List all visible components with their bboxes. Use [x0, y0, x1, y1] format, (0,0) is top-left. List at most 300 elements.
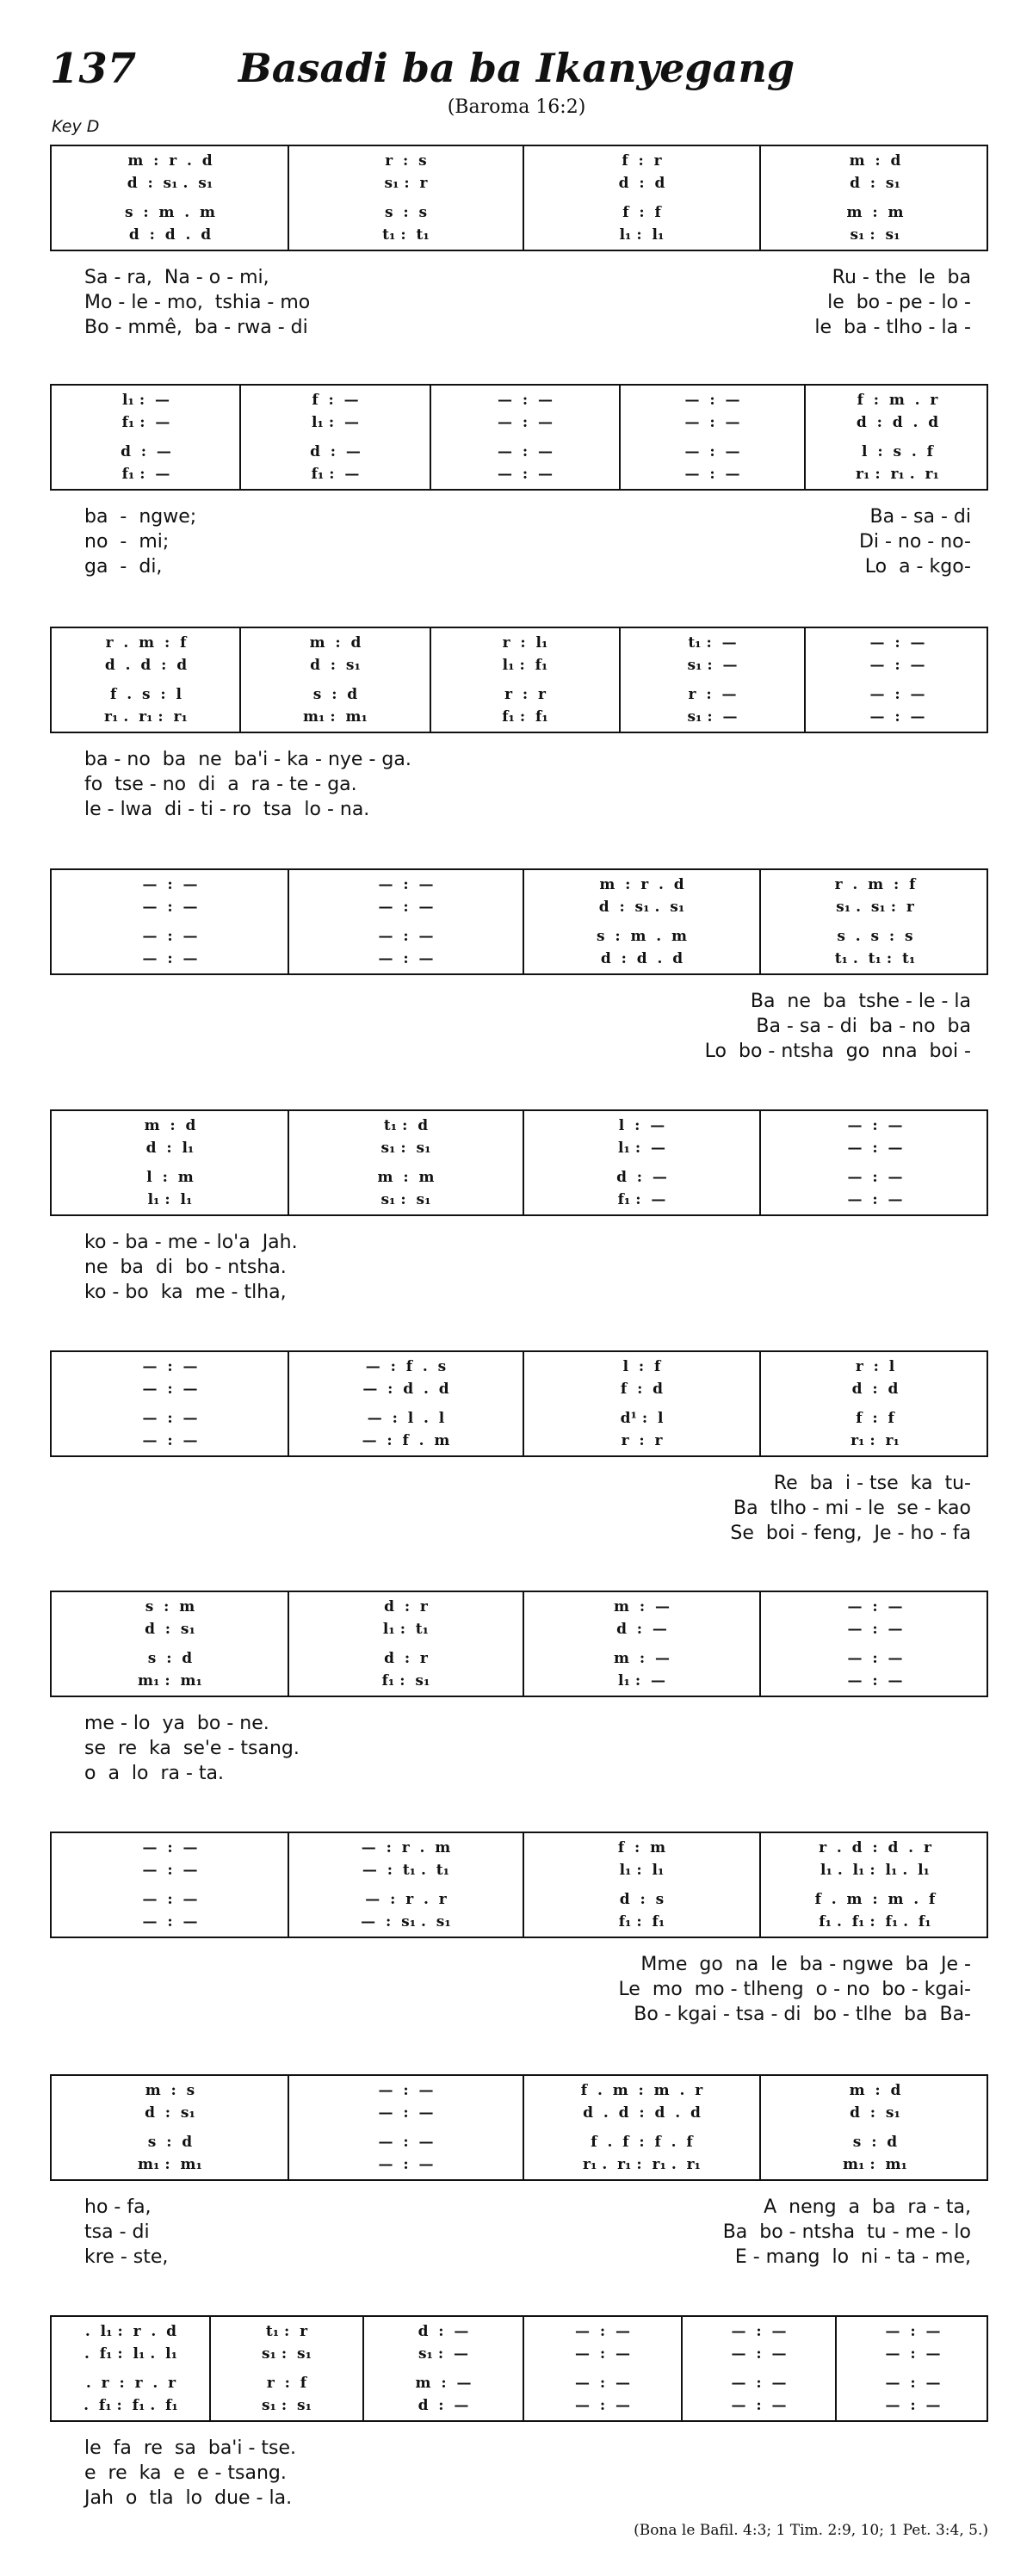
upper-voices: [288, 1352, 523, 1405]
solfa-line: s : d: [312, 686, 358, 703]
solfa-line: f . s : l: [110, 686, 182, 703]
lyric-line-verse-1: [50, 267, 988, 292]
lyric-right: E - mang lo ni - ta - me,: [734, 2246, 971, 2268]
lower-voices: [288, 922, 523, 975]
solfa-line: s₁ : —: [687, 708, 738, 726]
lower-voices: [52, 1404, 288, 1457]
lyric-line-verse-3: [50, 1523, 988, 1547]
lyric-line-verse-3: [50, 2246, 988, 2271]
staff-box: [50, 384, 988, 491]
solfa-line: r₁ : r₁ . r₁: [856, 466, 939, 483]
upper-voices: [210, 2317, 363, 2370]
lower-voices: [52, 2369, 210, 2422]
solfa-line: r₁ : r₁: [851, 1432, 900, 1449]
solfa-line: — : —: [378, 950, 434, 967]
lyric-line-verse-2: [50, 1979, 988, 2004]
lower-voices: [760, 2128, 990, 2181]
lower-voices: [523, 2128, 760, 2181]
solfa-line: — : —: [885, 2397, 941, 2414]
solfa-line: d : s₁: [145, 1621, 195, 1638]
solfa-line: d : d . d: [856, 414, 939, 431]
solfa-line: — : —: [869, 657, 925, 674]
lyric-line-verse-3: [50, 556, 988, 581]
solfa-line: m : —: [614, 1598, 670, 1615]
solfa-line: — : —: [885, 2375, 941, 2392]
solfa-line: — : —: [575, 2345, 630, 2363]
upper-voices: [240, 628, 430, 682]
upper-voices: [760, 1352, 990, 1405]
solfa-line: d : r: [384, 1650, 428, 1667]
lyric-line-verse-1: [50, 1232, 988, 1257]
solfa-line: s₁ : r: [384, 175, 428, 192]
lyric-left: o a lo ra - ta.: [84, 1763, 225, 1784]
staff-box: [50, 627, 988, 733]
solfa-line: — : —: [142, 1839, 198, 1856]
lyric-left: ne ba di bo - ntsha.: [84, 1257, 287, 1278]
solfa-line: s₁ . s₁ : r: [836, 899, 914, 916]
upper-voices: [523, 1592, 760, 1646]
upper-voices: [523, 870, 760, 924]
upper-voices: [523, 2317, 682, 2370]
lower-voices: [288, 1885, 523, 1938]
lyric-right: Lo bo - ntsha go nna boi -: [704, 1041, 971, 1062]
lyric-left: Sa - ra, Na - o - mi,: [84, 267, 269, 288]
solfa-line: r . d : d . r: [819, 1839, 931, 1856]
upper-voices: [288, 2076, 523, 2129]
upper-voices: [288, 1833, 523, 1887]
upper-voices: [620, 386, 805, 439]
hymn-number: 137: [50, 45, 137, 93]
solfa-line: r : s: [385, 152, 427, 170]
lyric-line-verse-2: [50, 1498, 988, 1523]
solfa-line: f : m: [617, 1839, 666, 1856]
solfa-line: d : s₁: [850, 175, 900, 192]
upper-voices: [240, 386, 430, 439]
staff-box: [50, 868, 988, 975]
lyric-left: tsa - di: [84, 2221, 150, 2243]
solfa-line: — : —: [142, 1862, 198, 1879]
upper-voices: [288, 146, 523, 200]
solfa-line: f₁ : —: [121, 466, 170, 483]
solfa-line: l₁ : t₁: [382, 1621, 430, 1638]
solfa-line: m₁ : m₁: [303, 708, 368, 726]
upper-voices: [430, 628, 620, 682]
staff-box: [50, 145, 988, 251]
lyric-left: le fa re sa ba'i - tse.: [84, 2437, 297, 2459]
solfa-line: — : —: [142, 1381, 198, 1398]
hymn-subtitle: (Baroma 16:2): [447, 96, 586, 118]
solfa-line: f₁ . f₁ : f₁ . f₁: [819, 1913, 931, 1930]
lyric-right: Ba - sa - di: [869, 506, 971, 528]
solfa-line: s : d: [852, 2134, 898, 2151]
lower-voices: [805, 437, 990, 491]
lyric-left: me - lo ya bo - ne.: [84, 1713, 269, 1734]
solfa-line: l₁ . l₁ : l₁ . l₁: [820, 1862, 930, 1879]
lyric-right: Ru - the le ba: [832, 267, 971, 288]
solfa-line: r : r: [621, 1432, 663, 1449]
solfa-line: m : —: [614, 1650, 670, 1667]
solfa-line: — : —: [142, 1891, 198, 1908]
lyric-right: Ba tlho - mi - le se - kao: [733, 1498, 971, 1519]
lyric-right: le ba - tlho - la -: [814, 317, 971, 338]
solfa-line: . l₁ : r . d: [84, 2323, 177, 2340]
solfa-line: s₁ : —: [418, 2345, 469, 2363]
solfa-line: f₁ : —: [617, 1191, 666, 1208]
lyric-line-verse-2: [50, 1738, 988, 1763]
solfa-line: — : —: [869, 708, 925, 726]
solfa-line: — : —: [885, 2345, 941, 2363]
solfa-line: s : m: [145, 1598, 195, 1615]
lower-voices: [288, 1163, 523, 1216]
solfa-line: — : —: [684, 392, 740, 409]
solfa-line: s : d: [147, 2134, 193, 2151]
lyric-left: ko - bo ka me - tlha,: [84, 1282, 287, 1303]
solfa-line: f : f: [856, 1410, 894, 1427]
lyric-right: Di - no - no-: [858, 531, 971, 553]
solfa-line: — : —: [142, 876, 198, 893]
upper-voices: [430, 386, 620, 439]
upper-voices: [805, 628, 990, 682]
lyric-line-verse-2: [50, 2221, 988, 2246]
solfa-line: d . d : d . d: [583, 2104, 701, 2122]
solfa-line: d : l₁: [145, 1140, 195, 1157]
lower-voices: [288, 1404, 523, 1457]
solfa-line: f₁ : —: [311, 466, 360, 483]
solfa-line: — : —: [575, 2323, 630, 2340]
solfa-line: d : s₁ . s₁: [127, 175, 213, 192]
lower-voices: [240, 680, 430, 733]
lower-voices: [210, 2369, 363, 2422]
solfa-line: s : d: [147, 1650, 193, 1667]
lyric-left: ko - ba - me - lo'a Jah.: [84, 1232, 298, 1253]
solfa-line: — : —: [142, 950, 198, 967]
lower-voices: [52, 1885, 288, 1938]
solfa-line: s₁ : —: [687, 657, 738, 674]
solfa-line: f₁ : f₁: [502, 708, 548, 726]
lyric-right: Ba ne ba tshe - le - la: [750, 991, 971, 1012]
lower-voices: [620, 680, 805, 733]
lower-voices: [52, 2128, 288, 2181]
solfa-line: f . m : m . r: [580, 2082, 703, 2099]
solfa-line: t₁ : d: [383, 1117, 429, 1134]
lyric-right: Mme go na le ba - ngwe ba Je -: [640, 1954, 971, 1975]
lower-voices: [523, 1644, 760, 1697]
staff-box: [50, 1350, 988, 1457]
solfa-line: m₁ : m₁: [138, 2156, 202, 2173]
solfa-line: — : t₁ . t₁: [362, 1862, 450, 1879]
solfa-line: — : r . r: [365, 1891, 447, 1908]
solfa-line: — : —: [847, 1672, 903, 1690]
solfa-line: m : r . d: [599, 876, 684, 893]
lyric-line-verse-1: [50, 991, 988, 1016]
upper-voices: [523, 1111, 760, 1164]
upper-voices: [682, 2317, 836, 2370]
lyric-line-verse-3: [50, 2004, 988, 2029]
upper-voices: [52, 628, 240, 682]
solfa-line: d : s₁: [145, 2104, 195, 2122]
lower-voices: [288, 198, 523, 251]
lyric-line-verse-1: [50, 2196, 988, 2221]
lower-voices: [523, 922, 760, 975]
upper-voices: [760, 1833, 990, 1887]
solfa-line: — : —: [847, 1117, 903, 1134]
solfa-line: — : —: [142, 1410, 198, 1427]
lyric-line-verse-2: [50, 2462, 988, 2487]
lyric-left: kre - ste,: [84, 2246, 169, 2268]
lyric-right: Lo a - kgo-: [864, 556, 971, 578]
solfa-line: — : —: [142, 928, 198, 945]
upper-voices: [836, 2317, 990, 2370]
solfa-line: — : d . d: [362, 1381, 449, 1398]
solfa-line: m : m: [846, 204, 904, 221]
solfa-line: r₁ . r₁ : r₁ . r₁: [583, 2156, 701, 2173]
lower-voices: [836, 2369, 990, 2422]
lower-voices: [430, 680, 620, 733]
solfa-line: d : r: [384, 1598, 428, 1615]
lower-voices: [240, 437, 430, 491]
lower-voices: [760, 1163, 990, 1216]
lyric-left: ga - di,: [84, 556, 163, 578]
upper-voices: [620, 628, 805, 682]
lyric-left: Mo - le - mo, tshia - mo: [84, 292, 311, 313]
solfa-line: l₁ : l₁: [147, 1191, 193, 1208]
solfa-line: — : —: [731, 2345, 787, 2363]
lyric-line-verse-3: [50, 799, 988, 824]
lyric-right: A neng a ba ra - ta,: [764, 2196, 971, 2218]
lower-voices: [523, 2369, 682, 2422]
solfa-line: — : —: [378, 899, 434, 916]
lyric-line-verse-2: [50, 292, 988, 317]
lyric-left: no - mi;: [84, 531, 170, 553]
solfa-line: t₁ . t₁ : t₁: [834, 950, 916, 967]
solfa-line: f : —: [312, 392, 359, 409]
solfa-line: f . f : f . f: [591, 2134, 693, 2151]
upper-voices: [52, 386, 240, 439]
staff-box: [50, 1109, 988, 1216]
solfa-line: m : m: [377, 1169, 435, 1186]
solfa-line: f : d: [620, 1381, 664, 1398]
solfa-line: r₁ . r₁ : r₁: [104, 708, 188, 726]
lyric-left: Bo - mmê, ba - rwa - di: [84, 317, 308, 338]
solfa-line: s : m . m: [124, 204, 216, 221]
lower-voices: [288, 1644, 523, 1697]
upper-voices: [363, 2317, 523, 2370]
solfa-line: — : —: [731, 2397, 787, 2414]
scripture-reference: (Bona le Bafil. 4:3; 1 Tim. 2:9, 10; 1 Pet. 3:4, 5.): [634, 2522, 988, 2539]
lyric-left: ba - ngwe;: [84, 506, 197, 528]
solfa-line: m₁ : m₁: [843, 2156, 907, 2173]
solfa-line: d¹ : l: [620, 1410, 664, 1427]
solfa-line: — : f . m: [362, 1432, 450, 1449]
solfa-line: — : —: [498, 414, 553, 431]
lower-voices: [363, 2369, 523, 2422]
lower-voices: [523, 1163, 760, 1216]
upper-voices: [52, 2317, 210, 2370]
lower-voices: [760, 922, 990, 975]
solfa-line: — : —: [847, 1140, 903, 1157]
solfa-line: — : —: [684, 443, 740, 460]
solfa-line: l₁ : —: [312, 414, 359, 431]
lower-voices: [52, 1644, 288, 1697]
lyric-left: fo tse - no di a ra - te - ga.: [84, 774, 357, 795]
staff-box: [50, 1591, 988, 1697]
solfa-line: r : —: [688, 686, 737, 703]
solfa-line: s₁ : s₁: [850, 226, 900, 244]
solfa-line: — : f . s: [365, 1358, 447, 1375]
lower-voices: [52, 680, 240, 733]
solfa-line: — : —: [575, 2397, 630, 2414]
lyric-left: e re ka e e - tsang.: [84, 2462, 287, 2484]
staff-box: [50, 1832, 988, 1938]
solfa-line: d : —: [418, 2323, 469, 2340]
upper-voices: [523, 1352, 760, 1405]
upper-voices: [52, 146, 288, 200]
lyric-line-verse-1: [50, 1713, 988, 1738]
lyric-right: Se boi - feng, Je - ho - fa: [730, 1523, 971, 1544]
lower-voices: [52, 198, 288, 251]
lower-voices: [760, 1644, 990, 1697]
lyric-left: Jah o tla lo due - la.: [84, 2487, 293, 2509]
upper-voices: [805, 386, 990, 439]
lyric-line-verse-3: [50, 1282, 988, 1307]
solfa-line: — : —: [142, 1358, 198, 1375]
solfa-line: d : —: [310, 443, 361, 460]
upper-voices: [760, 870, 990, 924]
solfa-line: m : d: [849, 152, 901, 170]
lyric-right: Ba - sa - di ba - no ba: [756, 1016, 971, 1037]
solfa-line: f . m : m . f: [814, 1891, 936, 1908]
lyric-line-verse-1: [50, 1473, 988, 1498]
solfa-line: m : r . d: [127, 152, 213, 170]
lower-voices: [682, 2369, 836, 2422]
upper-voices: [760, 1592, 990, 1646]
solfa-line: s : m . m: [596, 928, 688, 945]
solfa-line: l₁ : f₁: [502, 657, 548, 674]
solfa-line: l : f: [622, 1358, 661, 1375]
solfa-line: — : —: [847, 1169, 903, 1186]
upper-voices: [52, 870, 288, 924]
solfa-line: — : —: [498, 466, 553, 483]
upper-voices: [760, 2076, 990, 2129]
hymn-title: Basadi ba ba Ikanyegang: [238, 45, 795, 91]
solfa-line: s₁ : s₁: [261, 2397, 312, 2414]
solfa-line: m : d: [144, 1117, 196, 1134]
solfa-line: l : s . f: [862, 443, 933, 460]
solfa-line: — : —: [869, 686, 925, 703]
solfa-line: l₁ : —: [122, 392, 170, 409]
solfa-line: d : d . d: [128, 226, 212, 244]
lyric-line-verse-2: [50, 774, 988, 799]
solfa-line: s : s: [384, 204, 428, 221]
solfa-line: — : —: [847, 1598, 903, 1615]
solfa-line: — : —: [378, 2104, 434, 2122]
solfa-line: t₁ : t₁: [382, 226, 430, 244]
solfa-line: — : —: [731, 2375, 787, 2392]
solfa-line: — : —: [575, 2375, 630, 2392]
solfa-line: l₁ : —: [618, 1140, 665, 1157]
upper-voices: [288, 1111, 523, 1164]
solfa-line: d . d : d: [104, 657, 188, 674]
staff-box: [50, 2315, 988, 2422]
upper-voices: [523, 2076, 760, 2129]
upper-voices: [523, 1833, 760, 1887]
solfa-line: — : —: [684, 414, 740, 431]
solfa-line: r . m : f: [105, 634, 187, 652]
solfa-line: d : s₁: [310, 657, 361, 674]
solfa-line: — : —: [498, 443, 553, 460]
solfa-line: r : l₁: [502, 634, 548, 652]
solfa-line: s . s : s: [837, 928, 913, 945]
solfa-line: — : —: [847, 1191, 903, 1208]
key-signature: Key D: [52, 117, 100, 136]
solfa-line: m₁ : m₁: [138, 1672, 202, 1690]
solfa-line: — : —: [847, 1621, 903, 1638]
lower-voices: [620, 437, 805, 491]
solfa-line: m : d: [309, 634, 362, 652]
lyric-right: Ba bo - ntsha tu - me - lo: [722, 2221, 971, 2243]
solfa-line: s₁ : s₁: [380, 1191, 431, 1208]
solfa-line: t₁ : r: [265, 2323, 308, 2340]
lower-voices: [523, 1885, 760, 1938]
solfa-line: m : d: [849, 2082, 901, 2099]
lyric-line-verse-3: [50, 1763, 988, 1788]
solfa-line: — : —: [378, 2082, 434, 2099]
solfa-line: f₁ : f₁: [618, 1913, 665, 1930]
lyric-line-verse-3: [50, 2487, 988, 2512]
solfa-line: f : m . r: [857, 392, 938, 409]
solfa-line: r . m : f: [834, 876, 916, 893]
solfa-line: r : f: [266, 2375, 307, 2392]
solfa-line: — : —: [847, 1650, 903, 1667]
solfa-line: — : —: [378, 876, 434, 893]
upper-voices: [52, 2076, 288, 2129]
solfa-line: d : s₁ . s₁: [598, 899, 685, 916]
solfa-line: m : s: [145, 2082, 195, 2099]
solfa-line: — : —: [498, 392, 553, 409]
solfa-line: — : —: [378, 2134, 434, 2151]
lyric-left: le - lwa di - ti - ro tsa lo - na.: [84, 799, 370, 820]
lyric-line-verse-1: [50, 2437, 988, 2462]
solfa-line: d : —: [121, 443, 171, 460]
solfa-line: — : —: [378, 928, 434, 945]
staff-box: [50, 2074, 988, 2181]
lower-voices: [760, 1885, 990, 1938]
upper-voices: [52, 1352, 288, 1405]
solfa-line: d : —: [616, 1169, 667, 1186]
lyric-line-verse-1: [50, 506, 988, 531]
lyric-line-verse-1: [50, 749, 988, 774]
solfa-line: s₁ : s₁: [261, 2345, 312, 2363]
solfa-line: — : l . l: [367, 1410, 445, 1427]
lyric-left: ho - fa,: [84, 2196, 152, 2218]
lyric-line-verse-1: [50, 1954, 988, 1979]
solfa-line: . r : r . r: [85, 2375, 176, 2392]
lyric-left: ba - no ba ne ba'i - ka - nye - ga.: [84, 749, 411, 770]
solfa-line: — : —: [142, 1432, 198, 1449]
solfa-line: . f₁ : f₁ . f₁: [84, 2397, 178, 2414]
solfa-line: f : f: [622, 204, 661, 221]
solfa-line: l : —: [618, 1117, 665, 1134]
upper-voices: [52, 1833, 288, 1887]
solfa-line: d : d: [618, 175, 665, 192]
lower-voices: [288, 2128, 523, 2181]
upper-voices: [52, 1111, 288, 1164]
solfa-line: f₁ : s₁: [381, 1672, 430, 1690]
lyric-line-verse-2: [50, 531, 988, 556]
solfa-line: — : —: [869, 634, 925, 652]
lyric-right: Bo - kgai - tsa - di bo - tlhe ba Ba-: [634, 2004, 971, 2025]
solfa-line: l₁ : —: [618, 1672, 665, 1690]
